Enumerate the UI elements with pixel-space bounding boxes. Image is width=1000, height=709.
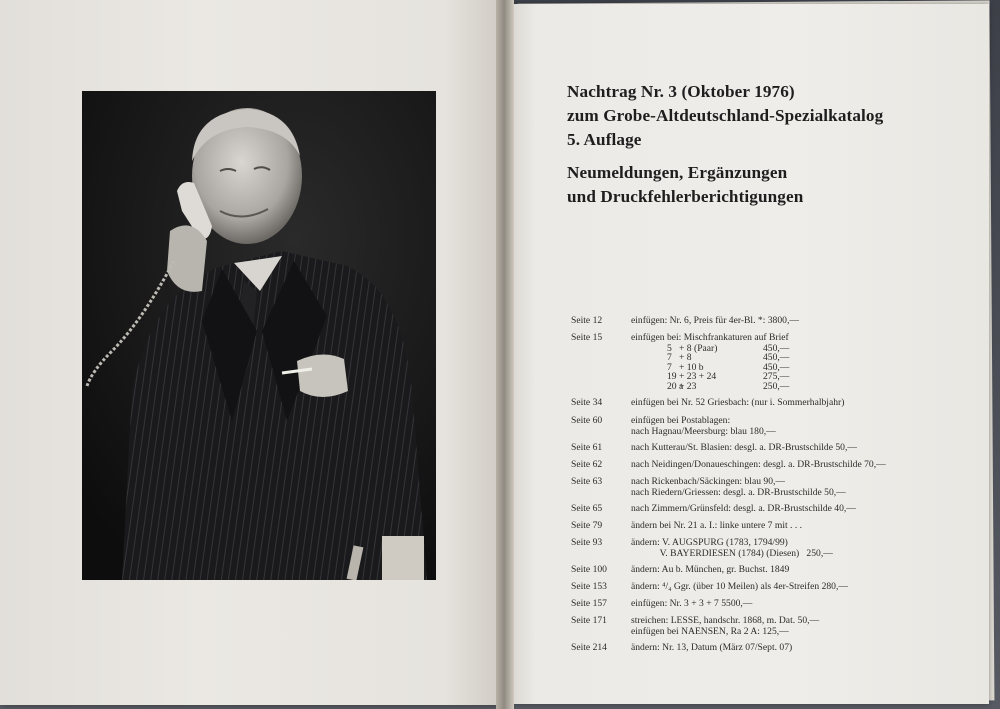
stamp-combination: + 8	[679, 352, 692, 364]
stamp-number: 5	[667, 342, 672, 354]
entry-text: nach Neidingen/Donaueschingen: desgl. a. DR-Brustschilde 70,—	[631, 459, 886, 470]
page-reference: Seite 63	[571, 476, 603, 487]
entry-text: einfügen bei NAENSEN, Ra 2 A: 125,—	[631, 625, 789, 637]
page-reference: Seite 171	[571, 615, 607, 626]
price: 275,—	[763, 371, 790, 383]
supplement-title	[567, 80, 967, 209]
entry-text: ändern: ⁴/₄ Ggr. (über 10 Meilen) als 4er-Streifen 280,—	[631, 581, 848, 592]
page-reference: Seite 34	[571, 397, 603, 408]
portrait-photo	[82, 91, 436, 580]
price: 450,—	[763, 342, 790, 354]
page-reference: Seite 15	[571, 332, 603, 343]
page-reference: Seite 93	[571, 537, 603, 548]
page-reference: Seite 153	[571, 581, 607, 592]
entry-text: nach Rickenbach/Säckingen: blau 90,—	[631, 476, 785, 487]
entry-text: ändern: Au b. München, gr. Buchst. 1849	[631, 564, 790, 575]
title-line-1: Nachtrag Nr. 3 (Oktober 1976)	[567, 82, 795, 101]
page-reference: Seite 60	[571, 415, 603, 426]
book-gutter	[496, 0, 514, 709]
price: 450,—	[763, 361, 790, 373]
man-on-telephone-image	[82, 91, 436, 580]
page-reference: Seite 61	[571, 442, 603, 453]
stamp-combination: + 8 (Paar)	[679, 342, 718, 354]
stamp-number: 20 a	[667, 380, 684, 392]
page-reference: Seite 62	[571, 459, 603, 470]
stamp-combination: + 23 + 24	[679, 371, 717, 383]
entry-text: nach Hagnau/Meersburg: blau 180,—	[631, 425, 776, 437]
price: 450,—	[763, 352, 790, 364]
entry-text: ändern bei Nr. 21 a. I.: linke untere 7 mit . . .	[631, 520, 803, 531]
entry-text: einfügen: Nr. 6, Preis für 4er-Bl. *: 3800,—	[631, 315, 799, 326]
entry-text: nach Zimmern/Grünsfeld: desgl. a. DR-Brustschilde 40,—	[631, 503, 856, 514]
entry-text: nach Riedern/Griessen: desgl. a. DR-Brustschilde 50,—	[631, 486, 846, 498]
entry-text: ändern: Nr. 13, Datum (März 07/Sept. 07)	[631, 642, 793, 653]
page-reference: Seite 65	[571, 503, 603, 514]
stamp-combination: + 23	[679, 380, 697, 392]
stamp-number: 19	[667, 371, 677, 383]
entry-text: einfügen bei: Mischfrankaturen auf Brief	[631, 332, 789, 343]
entry-text: einfügen bei Nr. 52 Griesbach: (nur i. Sommerhalbjahr)	[631, 397, 845, 408]
entry-text: V. BAYERDIESEN (1784) (Diesen) 250,—	[631, 547, 833, 559]
entry-text: einfügen: Nr. 3 + 3 + 7 5500,—	[631, 598, 753, 609]
entry-text: ändern: V. AUGSPURG (1783, 1794/99)	[631, 537, 788, 548]
title-line-5: und Druckfehlerberichtigungen	[567, 187, 804, 206]
title-line-4: Neumeldungen, Ergänzungen	[567, 163, 788, 182]
page-reference: Seite 157	[571, 598, 607, 609]
title-line-2: zum Grobe-Altdeutschland-Spezialkatalog	[567, 106, 884, 125]
page-reference: Seite 100	[571, 564, 607, 575]
entry-text: streichen: LESSE, handschr. 1868, m. Dat. 50,—	[631, 615, 820, 626]
entry-text: einfügen bei Postablagen:	[631, 415, 731, 426]
page-reference: Seite 79	[571, 520, 603, 531]
entry-text: nach Kutterau/St. Blasien: desgl. a. DR-Brustschilde 50,—	[631, 442, 857, 453]
price: 250,—	[763, 380, 790, 392]
title-line-3: 5. Auflage	[567, 130, 642, 149]
page-reference: Seite 214	[571, 642, 607, 653]
stamp-number: 7	[667, 352, 672, 364]
page-reference: Seite 12	[571, 315, 603, 326]
stamp-combination: + 10 b	[679, 361, 704, 373]
stamp-number: 7	[667, 361, 672, 373]
